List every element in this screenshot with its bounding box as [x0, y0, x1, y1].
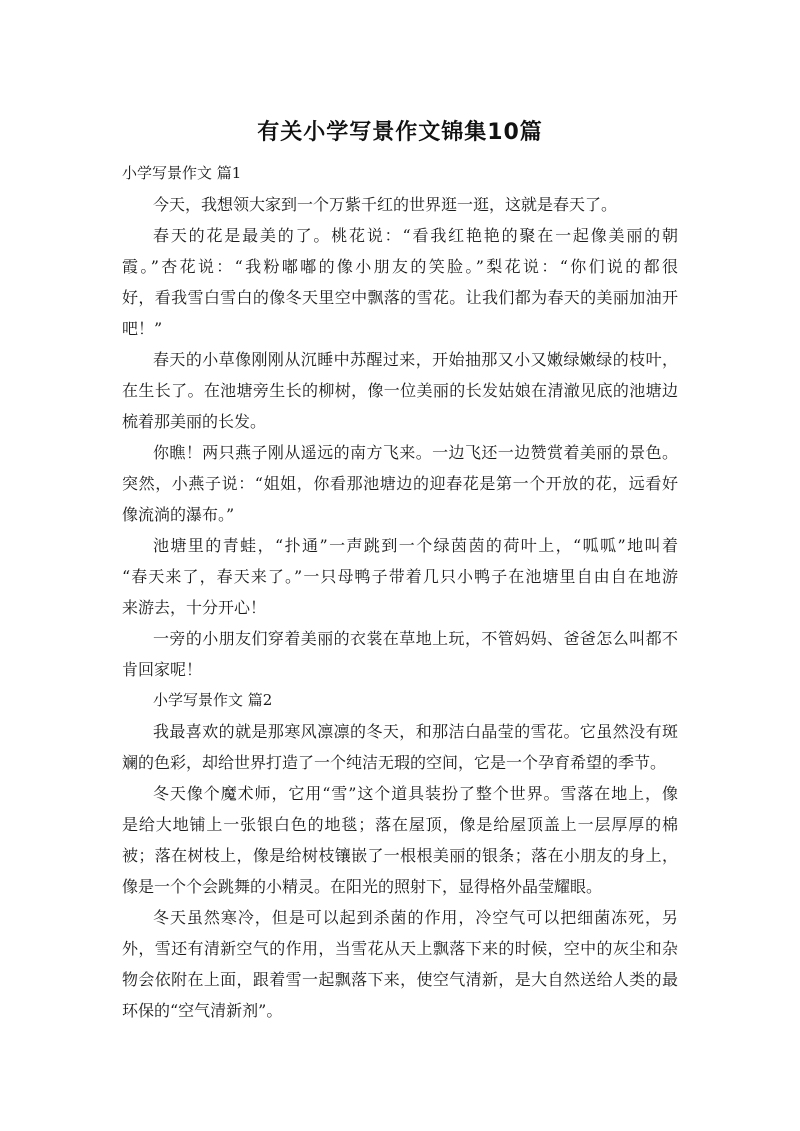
paragraph — [122, 623, 678, 685]
paragraph — [122, 220, 678, 344]
document-body — [122, 158, 678, 1026]
paragraph — [122, 902, 678, 1026]
paragraph-line: 外，雪还有清新空气的作用，当雪花从天上飘落下来的时候，空中的灰尘和杂 — [122, 939, 678, 958]
paragraph-line: 肯回家呢！ — [122, 660, 203, 679]
paragraph-line: 在生长了。在池塘旁生长的柳树，像一位美丽的长发姑娘在清澈见底的池塘边 — [122, 381, 678, 400]
paragraph — [122, 189, 678, 220]
paragraph-line: 冬天虽然寒冷，但是可以起到杀菌的作用，冷空气可以把细菌冻死，另 — [153, 908, 678, 927]
paragraph-line: 冬天像个魔术师，它用“雪”这个道具装扮了整个世界。雪落在地上，像 — [153, 784, 678, 803]
paragraph-line: 像流淌的瀑布。” — [122, 505, 235, 524]
paragraph-line: 突然，小燕子说：“姐姐，你看那池塘边的迎春花是第一个开放的花，远看好 — [122, 474, 678, 493]
paragraph-line: 你瞧！两只燕子刚从遥远的南方飞来。一边飞还一边赞赏着美丽的景色。 — [153, 443, 678, 462]
paragraph-line: 我最喜欢的就是那寒风凛凛的冬天，和那洁白晶莹的雪花。它虽然没有斑 — [153, 722, 678, 741]
paragraph-line: 好，看我雪白雪白的像冬天里空中飘落的雪花。让我们都为春天的美丽加油开 — [122, 288, 678, 307]
paragraph-line: 物会依附在上面，跟着雪一起飘落下来，使空气清新，是大自然送给人类的最 — [122, 970, 678, 989]
document-title: 有关小学写景作文锦集10篇 — [257, 120, 543, 145]
paragraph — [122, 344, 678, 437]
paragraph-line: 吧！” — [122, 319, 163, 338]
paragraph-line: 像是一个个会跳舞的小精灵。在阳光的照射下，显得格外晶莹耀眼。 — [122, 877, 603, 896]
paragraph-line: 霞。”杏花说：“我粉嘟嘟的像小朋友的笑脸。”梨花说：“你们说的都很 — [122, 257, 678, 276]
paragraph-line: “春天来了，春天来了。”一只母鸭子带着几只小鸭子在池塘里自由自在地游 — [122, 567, 678, 586]
paragraph-line: 斓的色彩，却给世界打造了一个纯洁无瑕的空间，它是一个孕育希望的季节。 — [122, 753, 667, 772]
paragraph-line: 是给大地铺上一张银白色的地毯；落在屋顶，像是给屋顶盖上一层厚厚的棉 — [122, 815, 678, 834]
paragraph-line: 春天的花是最美的了。桃花说：“看我红艳艳的聚在一起像美丽的朝 — [153, 226, 678, 245]
section-heading: 小学写景作文 篇1 — [122, 164, 242, 182]
paragraph-line: 环保的“空气清新剂”。 — [122, 1001, 283, 1020]
paragraph-line: 春天的小草像刚刚从沉睡中苏醒过来，开始抽那又小又嫩绿嫩绿的枝叶， — [153, 350, 678, 369]
section-heading: 小学写景作文 篇2 — [153, 691, 273, 709]
paragraph-line: 今天，我想领大家到一个万紫千红的世界逛一逛，这就是春天了。 — [153, 195, 618, 214]
paragraph-line: 来游去，十分开心！ — [122, 598, 267, 617]
paragraph — [122, 778, 678, 902]
paragraph-line: 梳着那美丽的长发。 — [122, 412, 267, 431]
paragraph — [122, 530, 678, 623]
paragraph — [122, 716, 678, 778]
paragraph-line: 被；落在树枝上，像是给树枝镶嵌了一根根美丽的银条；落在小朋友的身上， — [122, 846, 678, 865]
paragraph-line: 一旁的小朋友们穿着美丽的衣裳在草地上玩，不管妈妈、爸爸怎么叫都不 — [153, 629, 678, 648]
paragraph — [122, 437, 678, 530]
paragraph-line: 池塘里的青蛙，“扑通”一声跳到一个绿茵茵的荷叶上，“呱呱”地叫着 — [153, 536, 678, 555]
